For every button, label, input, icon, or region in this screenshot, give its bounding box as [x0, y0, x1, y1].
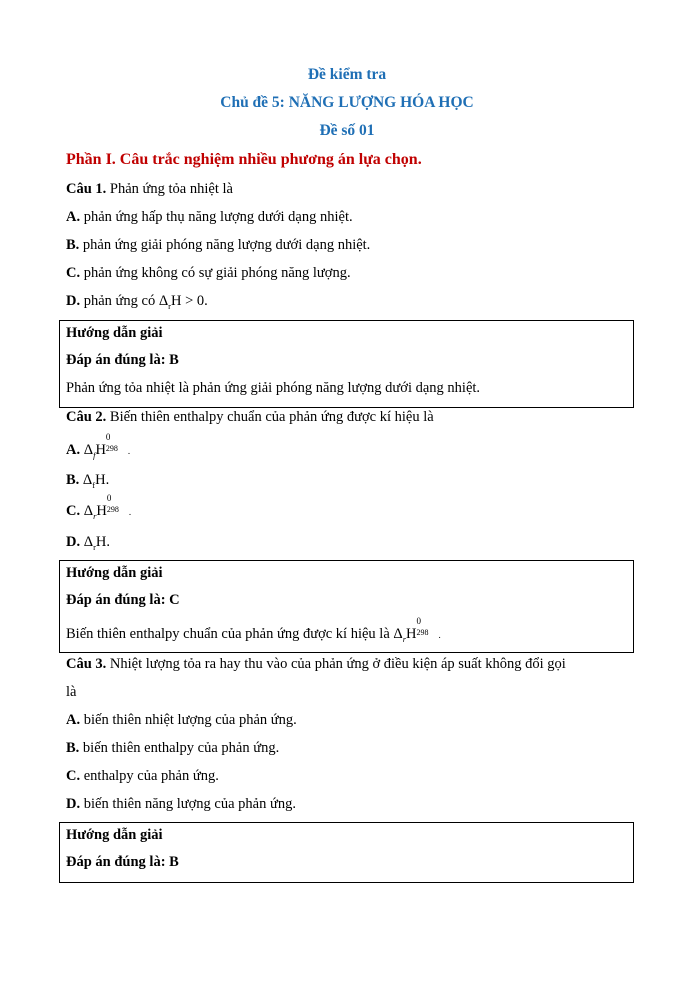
section-heading: Phần I. Câu trắc nghiệm nhiều phương án lựa chọn.	[66, 151, 422, 168]
q2-option-d: D. $\Delta_rH$.	[66, 534, 111, 552]
q2-guide-heading: Hướng dẫn giải	[66, 565, 163, 581]
q1-option-c: C. phản ứng không có sự giải phóng năng lượng.	[66, 265, 351, 281]
q2-answer: Đáp án đúng là: C	[66, 592, 180, 608]
doc-number: Đề số 01	[319, 122, 375, 139]
q2-solution-box	[59, 560, 634, 653]
q3-stem: Câu 3. Nhiệt lượng tỏa ra hay thu vào của phản ứng ở điều kiện áp suất không đổi gọi	[66, 656, 566, 672]
doc-topic: Chủ đề 5: NĂNG LƯỢNG HÓA HỌC	[220, 94, 474, 111]
q2-option-c: C. $\Delta_rH$ 0 298 .	[66, 493, 132, 521]
q2-stem: Câu 2. Biến thiên enthalpy chuẩn của phản ứng được kí hiệu là	[66, 409, 434, 425]
q1-solution-box	[59, 320, 634, 408]
q3-option-a: A. biến thiên nhiệt lượng của phản ứng.	[66, 712, 297, 728]
q1-option-b: B. phản ứng giải phóng năng lượng dưới dạng nhiệt.	[66, 237, 371, 253]
q3-stem-continued: là	[66, 684, 77, 700]
q3-solution-box	[59, 822, 634, 883]
q1-answer: Đáp án đúng là: B	[66, 352, 179, 368]
q2-explanation: Biến thiên enthalpy chuẩn của phản ứng được kí hiệu là $\Delta_rH$ 0 298 .	[66, 616, 441, 644]
q1-stem: Câu 1. Phản ứng tỏa nhiệt là	[66, 181, 233, 197]
q3-option-c: C. enthalpy của phản ứng.	[66, 768, 219, 784]
q2-option-b: B. $\Delta_fH$.	[66, 472, 110, 490]
q3-answer: Đáp án đúng là: B	[66, 854, 179, 870]
q1-guide-heading: Hướng dẫn giải	[66, 325, 163, 341]
q3-option-b: B. biến thiên enthalpy của phản ứng.	[66, 740, 280, 756]
q3-option-d: D. biến thiên năng lượng của phản ứng.	[66, 796, 296, 812]
q1-option-a: A. phản ứng hấp thụ năng lượng dưới dạng nhiệt.	[66, 209, 353, 225]
q2-option-a: A. $\Delta_fH$ 0 298 .	[66, 432, 131, 460]
q1-option-d: D. phản ứng có $\Delta_rH > 0$.	[66, 293, 208, 311]
q1-explanation: Phản ứng tỏa nhiệt là phản ứng giải phóng năng lượng dưới dạng nhiệt.	[66, 380, 481, 396]
doc-title: Đề kiểm tra	[307, 66, 387, 83]
q3-guide-heading: Hướng dẫn giải	[66, 827, 163, 843]
